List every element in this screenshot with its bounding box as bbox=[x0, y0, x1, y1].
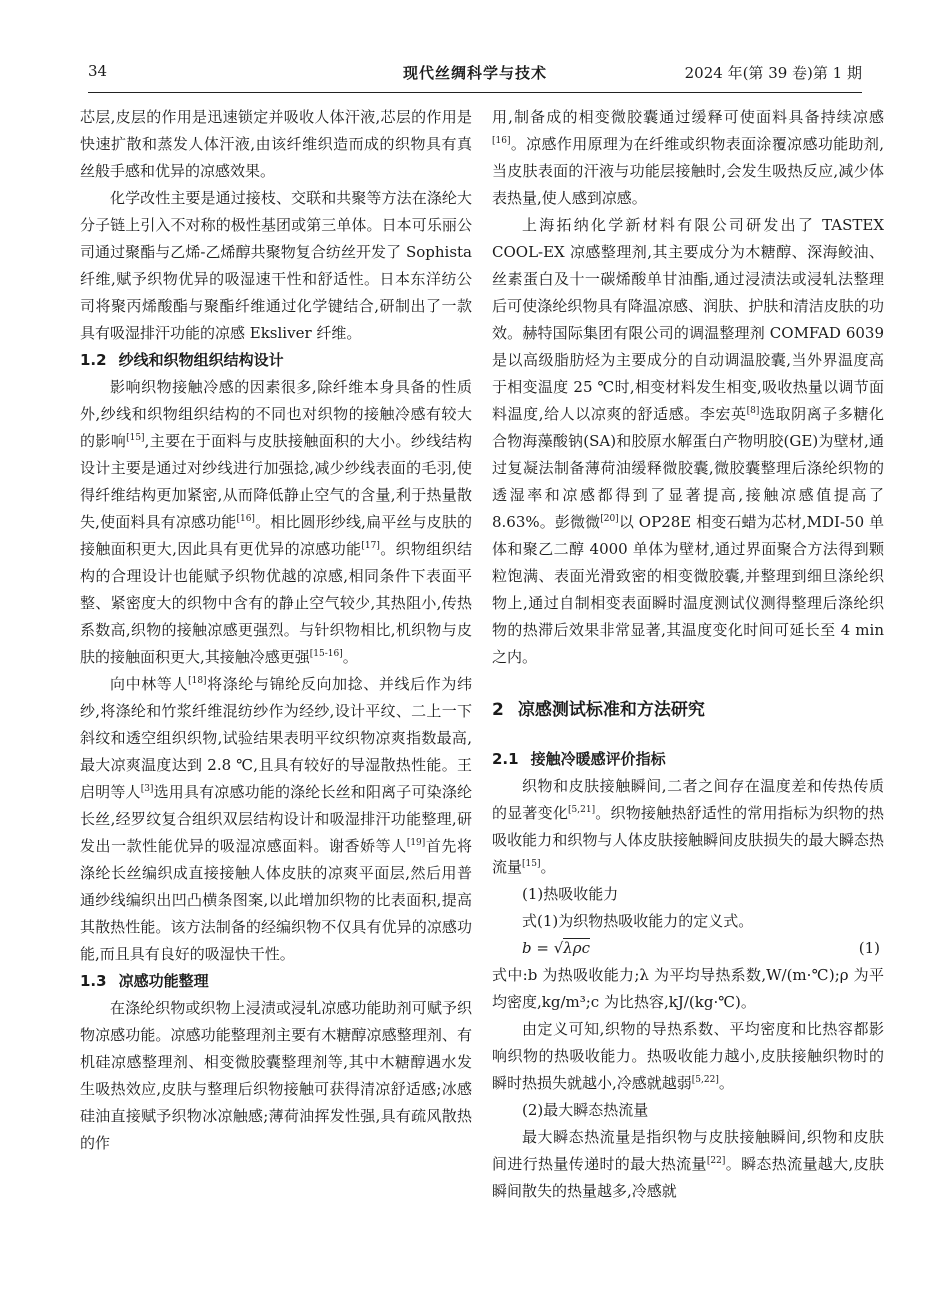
citation: [17] bbox=[361, 541, 380, 551]
paragraph: 化学改性主要是通过接枝、交联和共聚等方法在涤纶大分子链上引入不对称的极性基团或第三单体。日本可乐丽公司通过聚酯与乙烯-乙烯醇共聚物复合纺丝开发了 Sophista 纤维,赋予织物优异的吸湿速干性和舒适性。日本东洋纺公司将聚丙烯酸酯与聚酯纤维通过化学键结合,研制出了一款具有吸湿排汗功能的凉感 Eksliver 纤维。 bbox=[80, 189, 472, 342]
paragraph: 芯层,皮层的作用是迅速锁定并吸收人体汗液,芯层的作用是快速扩散和蒸发人体汗液,由该纤维织造而成的织物具有真丝般手感和优异的凉感效果。 bbox=[80, 108, 472, 180]
citation: [8] bbox=[746, 406, 760, 416]
paragraph: 影响织物接触冷感的因素很多,除纤维本身具备的性质外,纱线和织物组织结构的不同也对织物的接触冷感有较大的影响[15],主要在于面料与皮肤接触面积的大小。纱线结构设计主要是通过对纱线进行加强捻,减少纱线表面的毛羽,使得纤维结构更加紧密,从而降低静止空气的含量,利于热量散失,使面料具有凉感功能[16]。相比圆形纱线,扁平丝与皮肤的接触面积更大,因此具有更优异的凉感功能[17]。织物组织结构的合理设计也能赋予织物优越的凉感,相同条件下表面平整、紧密度大的织物中含有的静止空气较少,其热阻小,传热系数高,织物的接触凉感更强烈。与针织物相比,机织物与皮肤的接触面积更大,其接触冷感更强[15-16]。 bbox=[80, 378, 472, 666]
paragraph: 向中林等人[18]将涤纶与锦纶反向加捻、并线后作为纬纱,将涤纶和竹浆纤维混纺纱作为经纱,设计平纹、二上一下斜纹和透空组织织物,试验结果表明平纹织物凉爽指数最高,最大凉爽温度达到 2.8 ℃,且具有较好的导湿散热性能。王启明等人[3]选用具有凉感功能的涤纶长丝和阳离子可染涤纶长丝,经罗纹复合组织双层结构设计和吸湿排汗功能整理,研发出一款性能优异的吸湿凉感面料。谢香娇等人[19]首先将涤纶长丝编织成直接接触人体皮肤的凉爽平面层,然后用普通纱线编织出凹凸横条图案,以此增加织物的比表面积,提高其散热性能。该方法制备的经编织物不仅具有优异的凉感功能,而且具有良好的吸湿快干性。 bbox=[80, 675, 472, 963]
subsection-heading-2-1: 2.1 接触冷暖感评价指标 bbox=[492, 750, 666, 768]
citation: [5,22] bbox=[691, 1075, 719, 1085]
paragraph: 上海拓纳化学新材料有限公司研发出了 TASTEX COOL-EX 凉感整理剂,其主要成分为木糖醇、深海鲛油、丝素蛋白及十一碳烯酸单甘油酯,通过浸渍法或浸轧法整理后可使涤纶织物具有降温凉感、润肤、护肤和清洁皮肤的功效。赫特国际集团有限公司的调温整理剂 COMFAD 6039 是以高级脂肪烃为主要成分的自动调温胶囊,当外界温度高于相变温度 25 ℃时,相变材料发生相变,吸收热量以调节面料温度,给人以凉爽的舒适感。李宏英[8]选取阴离子多糖化合物海藻酸钠(SA)和胶原水解蛋白产物明胶(GE)为壁材,通过复凝法制备薄荷油缓释微胶囊,微胶囊整理后涤纶织物的透湿率和凉感都得到了显著提高,接触凉感值提高了 8.63%。彭微微[20]以 OP28E 相变石蜡为芯材,MDI-50 单体和聚乙二醇 4000 单体为壁材,通过界面聚合方法得到颗粒饱满、表面光滑致密的相变微胶囊,并整理到细旦涤纶织物上,通过自制相变表面瞬时温度测试仪测得整理后涤纶织物的热滞后效果非常显著,其温度变化时间可延长至 4 min 之内。 bbox=[492, 216, 885, 666]
paragraph: 由定义可知,织物的导热系数、平均密度和比热容都影响织物的热吸收能力。热吸收能力越小,皮肤接触织物时的瞬时热损失就越小,冷感就越弱[5,22]。 bbox=[492, 1020, 884, 1092]
citation: [20] bbox=[600, 514, 619, 524]
equation: b = √λρc (1) bbox=[492, 935, 884, 962]
paragraph: 在涤纶织物或织物上浸渍或浸轧凉感功能助剂可赋予织物凉感功能。凉感功能整理剂主要有木糖醇凉感整理剂、有机硅凉感整理剂、相变微胶囊整理剂等,其中木糖醇遇水发生吸热效应,皮肤与整理后织物接触可获得清凉舒适感;冰感硅油直接赋予织物冰凉触感;薄荷油挥发性强,具有疏风散热的作 bbox=[80, 999, 472, 1152]
citation: [15-16] bbox=[309, 649, 343, 659]
list-item: (1)热吸收能力 bbox=[522, 885, 619, 903]
paragraph: 织物和皮肤接触瞬间,二者之间存在温度差和传热传质的显著变化[5,21]。织物接触热舒适性的常用指标为织物的热吸收能力和织物与人体皮肤接触瞬间皮肤损失的最大瞬态热流量[15]。 bbox=[492, 777, 884, 876]
page-number: 34 bbox=[88, 62, 108, 80]
citation: [22] bbox=[706, 1156, 726, 1166]
equation-where: 式中:b 为热吸收能力;λ 为平均导热系数,W/(m·℃);ρ 为平均密度,kg/m³;c 为比热容,kJ/(kg·℃)。 bbox=[492, 966, 884, 1011]
paragraph: 用,制备成的相变微胶囊通过缓释可使面料具备持续凉感[16]。凉感作用原理为在纤维或织物表面涂覆凉感功能助剂,当皮肤表面的汗液与功能层接触时,会发生吸热反应,减少体表热量,使人感到凉感。 bbox=[492, 108, 884, 207]
journal-title: 现代丝绸科学与技术 bbox=[402, 64, 547, 82]
citation: [16] bbox=[492, 136, 511, 146]
running-header bbox=[88, 62, 862, 86]
citation: [15] bbox=[522, 859, 541, 869]
citation: [15] bbox=[126, 433, 145, 443]
subsection-heading-1-3: 1.3 凉感功能整理 bbox=[80, 972, 209, 990]
citation: [16] bbox=[236, 514, 255, 524]
citation: [19] bbox=[406, 838, 426, 848]
section-heading-2: 2 凉感测试标准和方法研究 bbox=[492, 700, 705, 720]
right-column bbox=[492, 104, 884, 1205]
issue-info: 2024 年(第 39 卷)第 1 期 bbox=[684, 64, 862, 82]
equation-intro: 式(1)为织物热吸收能力的定义式。 bbox=[522, 912, 754, 930]
header-rule bbox=[88, 92, 862, 93]
sqrt-symbol: √ bbox=[553, 939, 564, 957]
citation: [3] bbox=[140, 784, 154, 794]
citation: [5,21] bbox=[568, 805, 596, 815]
citation: [18] bbox=[188, 676, 207, 686]
left-column bbox=[80, 104, 472, 1157]
list-item: (2)最大瞬态热流量 bbox=[522, 1101, 649, 1119]
subsection-heading-1-2: 1.2 纱线和织物组织结构设计 bbox=[80, 351, 284, 369]
equation-number: (1) bbox=[858, 939, 880, 957]
paragraph: 最大瞬态热流量是指织物与皮肤接触瞬间,织物和皮肤间进行热量传递时的最大热流量[22]。瞬态热流量越大,皮肤瞬间散失的热量越多,冷感就 bbox=[492, 1128, 884, 1200]
